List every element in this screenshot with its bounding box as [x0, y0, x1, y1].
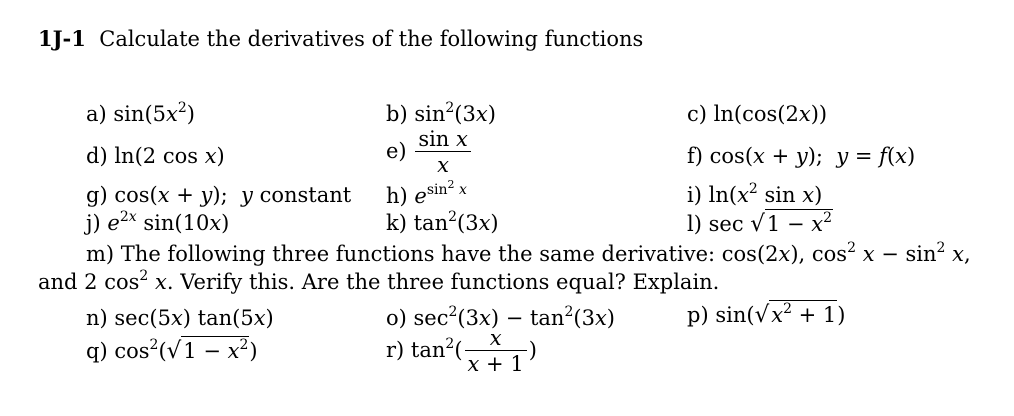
fn-c-inner: cos [742, 102, 778, 126]
var-b: x [475, 102, 488, 126]
fn-n-1: sec [114, 306, 150, 330]
label-m: m) [86, 242, 115, 266]
problem-b: b) $\sin^2(3x)$ [386, 100, 496, 126]
label-d: d) [86, 144, 108, 168]
fn-p: sin [715, 303, 747, 327]
fn-n-2: tan [197, 306, 233, 330]
var-i-1: x [737, 183, 749, 207]
problem-k: k) $\tan^2(3x)$ [386, 209, 499, 235]
fn-o-1: sec [413, 306, 449, 330]
label-c: c) [687, 102, 707, 126]
problem-i: i) $\ln(x^2$ sin x) [687, 181, 823, 207]
problem-p: p) $\sin(√x^2 + 1)$ [687, 301, 846, 328]
label-r: r) [386, 338, 405, 362]
var-f-4: x [895, 144, 907, 168]
word-g: constant [259, 183, 352, 207]
problem-m-line1: m) The following three functions have the same derivative: cos(2x), $\cos^2 x - \sin^2 x$, [86, 240, 971, 266]
radical-l: $√1 - x^2$ [750, 210, 832, 237]
fraction-r: $\frac{x}{x + 1}$ [465, 328, 527, 375]
problem-j: j) $e^{2x}$ sin(10x) [86, 209, 230, 235]
fn-q: cos [114, 339, 150, 363]
label-n: n) [86, 306, 108, 330]
label-i: i) [687, 183, 702, 207]
fn-r: tan [410, 338, 446, 362]
fn-o-2: tan [529, 306, 565, 330]
var-h: x [458, 182, 467, 198]
label-l: l) [687, 212, 702, 236]
fn-m-3: sin [905, 242, 937, 266]
num-var-r: x [489, 326, 502, 350]
problem-h: h) $e^{sin^2 x}$ [386, 178, 467, 208]
fn-e: sin [418, 127, 450, 151]
problem-heading [38, 28, 643, 50]
var-n-2: x [253, 306, 266, 330]
fn-d-outer: ln [114, 144, 135, 168]
var-c: x [798, 102, 811, 126]
var-o-2: x [594, 306, 607, 330]
text-m-1: The following three functions have the same derivative: [120, 242, 716, 266]
var-g-2: y [200, 183, 213, 207]
var-f-2: y [795, 144, 808, 168]
var-m-4: x [155, 270, 167, 294]
fn-m-2: cos [811, 242, 848, 266]
var-q: x [227, 339, 240, 363]
problem-n: n) sec(5x) tan(5x) [86, 306, 274, 330]
var-m-2: x [862, 242, 875, 266]
var-m-1: x [778, 242, 791, 266]
fname-f: f [879, 144, 887, 168]
var-e: x [415, 151, 471, 176]
fn-f: cos [709, 144, 745, 168]
problem-f: f) cos(x + y); y = f(x) [687, 144, 916, 168]
label-a: a) [86, 102, 107, 126]
fn-j: sin [143, 211, 175, 235]
var-l: x [811, 212, 824, 236]
var-k: x [478, 211, 491, 235]
problem-e [386, 129, 473, 176]
base-h: e [414, 184, 427, 208]
problem-d: d) ln(2 cos x) [86, 144, 225, 168]
fn-h: sin [426, 182, 448, 198]
fn-c-outer: ln [713, 102, 734, 126]
var-m-3: x [952, 242, 964, 266]
var-f-3: y [836, 144, 849, 168]
problem-r: r) $\tan^2$( $\frac{x}{x + 1}$ ) [386, 326, 537, 376]
problem-l [687, 210, 833, 237]
base-j: e [107, 211, 120, 235]
var-g-3: y [241, 183, 253, 207]
problem-q: q) $\cos^2(√1 - x^2)$ [86, 337, 258, 364]
label-b: b) [386, 102, 408, 126]
fn-l: sec [708, 212, 744, 236]
den-var-r: x [467, 352, 480, 376]
label-j: j) [86, 211, 101, 235]
var-a: x [166, 102, 178, 126]
radical-p: $√x^2 + 1$ [754, 301, 837, 328]
word-m-and: and [38, 270, 78, 294]
problem-c: c) ln(cos(2x)) [687, 102, 828, 126]
problem-m-line2: and 2 $\cos^2 x$. Verify this. Are the three functions equal? Explain. [38, 268, 720, 294]
radical-q: $√1 - x^2$ [166, 337, 249, 364]
fn-d-inner: cos [162, 144, 198, 168]
problem-a: a) $\sin(5x^2)$ [86, 100, 195, 126]
label-h: h) [386, 184, 408, 208]
var-j: x [209, 211, 222, 235]
var-i-2: x [802, 183, 815, 207]
fn-m-1: cos [721, 242, 757, 266]
label-q: q) [86, 339, 108, 363]
var-n-1: x [170, 306, 183, 330]
exp-var-j: x [128, 209, 137, 225]
fn-i-outer: ln [708, 183, 729, 207]
var-d: x [204, 144, 217, 168]
text-m-2: Verify this. Are the three functions equal? Explain. [180, 270, 720, 294]
problem-g: g) cos(x + y); y constant [86, 183, 352, 207]
label-g: g) [86, 183, 108, 207]
var-p: x [771, 303, 784, 327]
var-g-1: x [157, 183, 170, 207]
fn-i-inner: sin [764, 183, 796, 207]
problem-id: 1J-1 [38, 26, 86, 51]
fn-g: cos [114, 183, 150, 207]
fraction-e: $\frac{\text{sin x}}{x}$ [415, 129, 471, 176]
fn-a: sin [113, 102, 145, 126]
label-e: e) [386, 139, 407, 163]
fn-b: sin [414, 102, 446, 126]
label-f: f) [687, 144, 703, 168]
label-o: o) [386, 306, 407, 330]
label-p: p) [687, 303, 709, 327]
var-o-1: x [478, 306, 491, 330]
label-k: k) [386, 211, 407, 235]
fn-m-4: cos [104, 270, 140, 294]
var-f-1: x [753, 144, 765, 168]
problem-instructions: Calculate the derivatives of the following functions [99, 27, 644, 51]
problem-o: o) $\sec^2(3x) - \tan^2(3x)$ [386, 304, 615, 330]
fn-k: tan [413, 211, 449, 235]
